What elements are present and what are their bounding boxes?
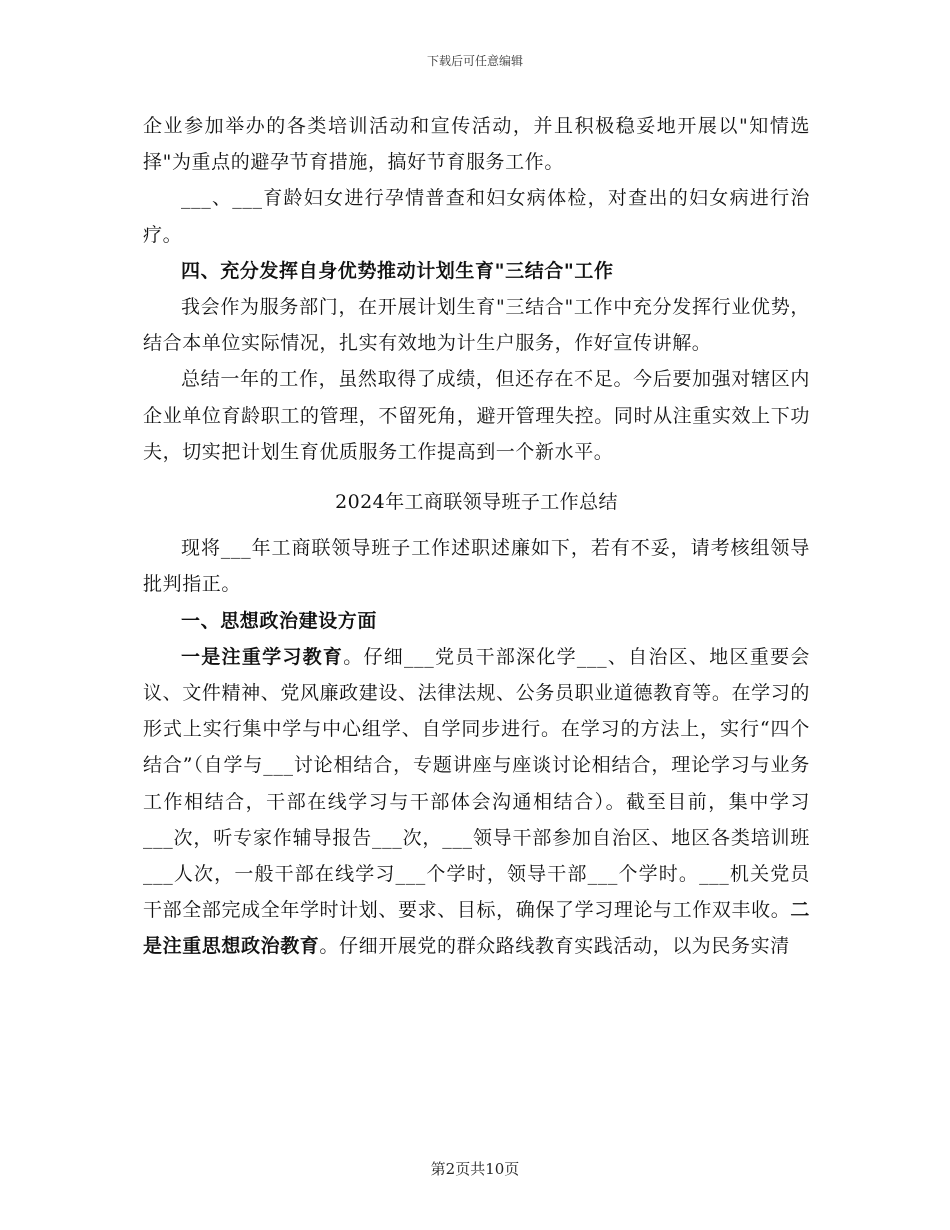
page-footer: 第2页共10页 xyxy=(430,1160,520,1178)
paragraph: 我会作为服务部门，在开展计划生育"三结合"工作中充分发挥行业优势，结合本单位实际情况，扎实有效地为计生户服务，作好宣传讲解。 xyxy=(143,296,810,355)
paragraph: 企业参加举办的各类培训活动和宣传活动，并且积极稳妥地开展以"知情选择"为重点的避孕节育措施，搞好节育服务工作。 xyxy=(143,115,810,174)
section-heading: 一、思想政治建设方面 xyxy=(181,609,378,632)
paragraph: 现将___年工商联领导班子工作述职述廉如下，若有不妥，请考核组领导批判指正。 xyxy=(143,537,810,596)
paragraph: 总结一年的工作，虽然取得了成绩，但还存在不足。今后要加强对辖区内企业单位育龄职工的管理，不留死角，避开管理失控。同时从注重实效上下功夫，切实把计划生育优质服务工作提高到一个新水平。 xyxy=(143,368,810,463)
paragraph xyxy=(143,639,810,965)
bold-lead: 二是注重思想政治教育 xyxy=(143,899,810,958)
bold-lead: 一是注重学习教育 xyxy=(181,645,344,668)
paragraph-text: 。仔细开展党的群众路线教育实践活动，以为民务实清 xyxy=(319,935,790,958)
document-body xyxy=(143,108,810,965)
paragraph: ___、___育龄妇女进行孕情普查和妇女病体检，对查出的妇女病进行治疗。 xyxy=(143,187,810,246)
page-header: 下载后可任意编辑 xyxy=(426,54,523,68)
paragraph-text: 。仔细___党员干部深化学___、自治区、地区重要会议、文件精神、党风廉政建设、法律法规、公务员职业道德教育等。在学习的形式上实行集中学与中心组学、自学同步进行。在学习的方法上，实行“四个结合”（自学与___讨论相结合，专题讲座与座谈讨论相结合，理论学习与业务工作相结合，干部在线学习与干部体会沟通相结合）。截至目前，集中学习___次，听专家作辅导报告___次，___领导干部参加自治区、地区各类培训班___人次，一般干部在线学习___个学时，领导干部___个学时。___机关党员干部全部完成全年学时计划、要求、目标，确保了学习理论与工作双丰收。 xyxy=(143,645,810,922)
section-heading: 四、充分发挥自身优势推动计划生育"三结合"工作 xyxy=(181,259,614,282)
document-title: 2024年工商联领导班子工作总结 xyxy=(335,491,618,514)
